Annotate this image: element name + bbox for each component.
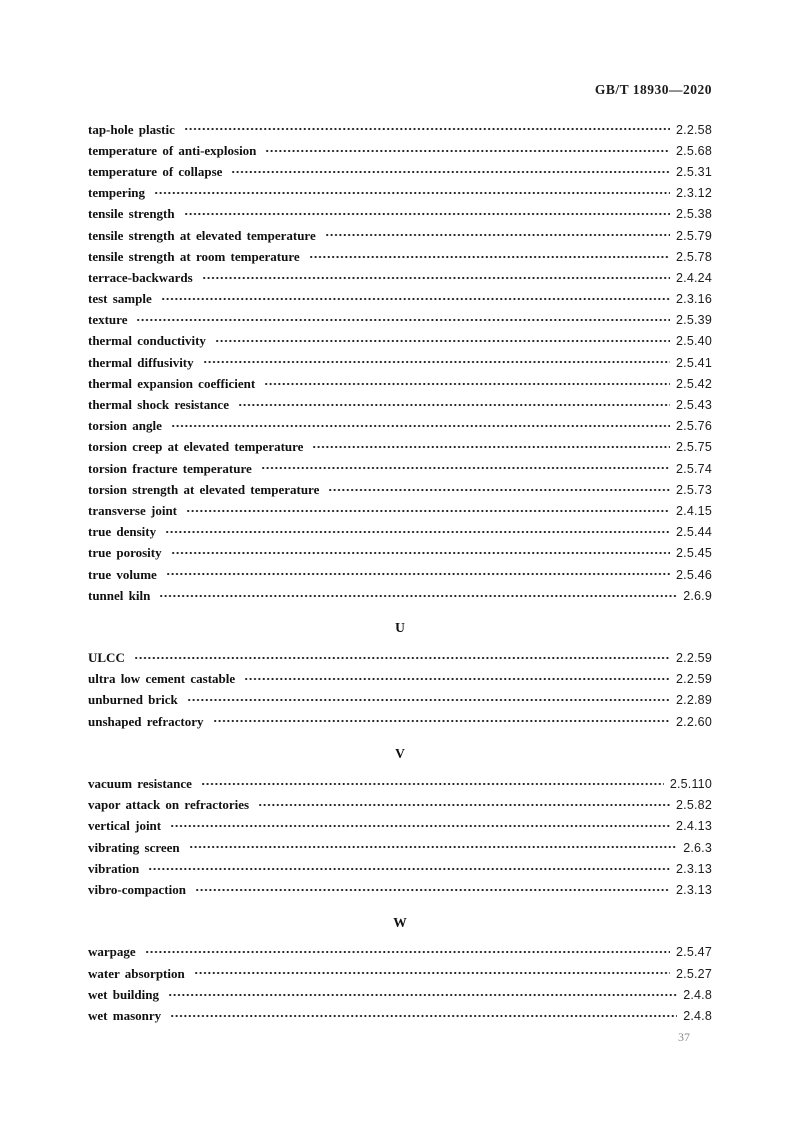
entry-term: ULCC <box>88 650 125 666</box>
entry-term: test sample <box>88 291 152 307</box>
entry-clause-number: 2.5.31 <box>676 164 712 179</box>
dot-leader <box>231 161 670 182</box>
entry-term: wet building <box>88 986 159 1002</box>
dot-leader <box>194 963 670 984</box>
index-entry-row <box>88 711 712 732</box>
section-letter-heading: V <box>395 746 405 762</box>
entry-clause-number: 2.5.68 <box>676 143 712 158</box>
entry-term: true porosity <box>88 545 162 561</box>
dot-leader <box>166 564 670 585</box>
entry-term: torsion angle <box>88 418 162 434</box>
entry-term: torsion creep at elevated temperature <box>88 439 304 455</box>
standard-number: GB/T 18930—2020 <box>594 82 712 97</box>
dot-leader <box>165 522 670 543</box>
entry-clause-number: 2.5.82 <box>676 798 712 813</box>
index-entry-row <box>88 437 712 458</box>
entry-clause-number: 2.5.78 <box>676 249 712 264</box>
dot-leader <box>184 119 670 140</box>
dot-leader <box>312 437 670 458</box>
dot-leader <box>161 289 670 310</box>
index-entry-row <box>88 879 712 900</box>
dot-leader <box>203 352 670 373</box>
index-entry-row <box>88 858 712 879</box>
dot-leader <box>159 585 677 606</box>
dot-leader <box>134 648 670 669</box>
dot-leader <box>201 773 664 794</box>
index-entry-row <box>88 522 712 543</box>
entry-clause-number: 2.2.59 <box>676 672 712 687</box>
index-entry-row <box>88 373 712 394</box>
dot-leader <box>202 267 670 288</box>
dot-leader <box>215 331 670 352</box>
index-entry-row <box>88 648 712 669</box>
entry-clause-number: 2.3.13 <box>676 861 712 876</box>
index-entry-row <box>88 795 712 816</box>
dot-leader <box>325 225 670 246</box>
entry-term: tempering <box>88 185 146 201</box>
entry-term: ultra low cement castable <box>88 671 236 687</box>
entry-term: tensile strength <box>88 206 175 222</box>
entry-clause-number: 2.4.24 <box>676 270 712 285</box>
entry-term: terrace-backwards <box>88 269 193 285</box>
entry-clause-number: 2.5.47 <box>676 945 712 960</box>
index-entry-row <box>88 1005 712 1026</box>
entry-term: vibration <box>88 860 140 876</box>
index-entry-row <box>88 837 712 858</box>
entry-term: thermal diffusivity <box>88 354 194 370</box>
dot-leader <box>145 942 670 963</box>
entry-clause-number: 2.5.75 <box>676 440 712 455</box>
entry-clause-number: 2.5.110 <box>669 777 712 792</box>
index-entry-row <box>88 479 712 500</box>
entry-clause-number: 2.5.40 <box>676 334 712 349</box>
dot-leader <box>213 711 671 732</box>
dot-leader <box>258 795 670 816</box>
entry-term: unburned brick <box>88 692 178 708</box>
index-entry-row <box>88 394 712 415</box>
index-entry-row <box>88 585 712 606</box>
entry-term: torsion fracture temperature <box>88 460 252 476</box>
index-entry-row <box>88 416 712 437</box>
entry-term: warpage <box>88 944 136 960</box>
entry-term: vibrating screen <box>88 839 180 855</box>
entry-term: tap-hole plastic <box>88 121 175 137</box>
entry-term: temperature of collapse <box>88 163 223 179</box>
entry-clause-number: 2.6.3 <box>683 840 712 855</box>
dot-leader <box>328 479 670 500</box>
entry-clause-number: 2.2.59 <box>676 651 712 666</box>
entry-clause-number: 2.5.43 <box>676 398 712 413</box>
entry-clause-number: 2.4.15 <box>676 503 712 518</box>
index-entry-row <box>88 267 712 288</box>
entry-clause-number: 2.3.13 <box>676 882 712 897</box>
entry-clause-number: 2.2.89 <box>676 693 712 708</box>
index-entry-row <box>88 289 712 310</box>
index-entry-row <box>88 183 712 204</box>
entry-clause-number: 2.2.58 <box>676 122 712 137</box>
index-entry-row <box>88 119 712 140</box>
entry-term: temperature of anti-explosion <box>88 142 257 158</box>
index-entry-row <box>88 225 712 246</box>
index-entry-row <box>88 773 712 794</box>
index-entry-row <box>88 140 712 161</box>
index-entry-row <box>88 310 712 331</box>
dot-leader <box>171 416 670 437</box>
entry-clause-number: 2.5.27 <box>676 966 712 981</box>
dot-leader <box>170 1005 677 1026</box>
entry-clause-number: 2.5.41 <box>676 355 712 370</box>
index-entry-row <box>88 963 712 984</box>
entry-term: vertical joint <box>88 818 162 834</box>
entry-term: unshaped refractory <box>88 713 204 729</box>
entry-clause-number: 2.5.79 <box>676 228 712 243</box>
entry-clause-number: 2.6.9 <box>683 588 712 603</box>
dot-leader <box>168 984 677 1005</box>
index-entry-row <box>88 564 712 585</box>
index-term-list <box>88 119 712 1027</box>
index-entry-row <box>88 352 712 373</box>
entry-clause-number: 2.5.39 <box>676 313 712 328</box>
page-footer <box>88 1030 690 1045</box>
entry-term: wet masonry <box>88 1007 162 1023</box>
entry-clause-number: 2.5.46 <box>676 567 712 582</box>
entry-clause-number: 2.5.44 <box>676 525 712 540</box>
entry-term: thermal shock resistance <box>88 397 229 413</box>
dot-leader <box>154 183 670 204</box>
dot-leader <box>187 690 670 711</box>
entry-term: true volume <box>88 566 157 582</box>
index-entry-row <box>88 669 712 690</box>
entry-term: vapor attack on refractories <box>88 797 250 813</box>
entry-clause-number: 2.5.76 <box>676 419 712 434</box>
entry-clause-number: 2.2.60 <box>676 714 712 729</box>
section-letter-heading: U <box>395 620 405 636</box>
section-letter-heading: W <box>393 914 407 930</box>
entry-term: tensile strength at elevated temperature <box>88 227 316 243</box>
index-entry-row <box>88 161 712 182</box>
entry-term: vacuum resistance <box>88 776 192 792</box>
entry-term: vibro-compaction <box>88 881 186 897</box>
dot-leader <box>264 373 670 394</box>
entry-clause-number: 2.3.12 <box>676 186 712 201</box>
entry-term: texture <box>88 312 128 328</box>
index-entry-row <box>88 246 712 267</box>
page-number: 37 <box>678 1030 690 1044</box>
index-entry-row <box>88 543 712 564</box>
dot-leader <box>171 543 670 564</box>
entry-term: transverse joint <box>88 502 178 518</box>
entry-term: true density <box>88 524 157 540</box>
entry-term: tensile strength at room temperature <box>88 248 300 264</box>
entry-term: thermal expansion coefficient <box>88 375 256 391</box>
running-header <box>88 82 712 98</box>
dot-leader <box>265 140 670 161</box>
dot-leader <box>186 500 670 521</box>
index-entry-row <box>88 984 712 1005</box>
dot-leader <box>136 310 670 331</box>
index-entry-row <box>88 458 712 479</box>
entry-clause-number: 2.5.38 <box>676 207 712 222</box>
dot-leader <box>238 394 670 415</box>
index-entry-row <box>88 942 712 963</box>
entry-term: thermal conductivity <box>88 333 206 349</box>
index-entry-row <box>88 816 712 837</box>
entry-clause-number: 2.5.45 <box>676 546 712 561</box>
entry-clause-number: 2.5.74 <box>676 461 712 476</box>
index-entry-row <box>88 331 712 352</box>
dot-leader <box>195 879 670 900</box>
entry-clause-number: 2.3.16 <box>676 292 712 307</box>
dot-leader <box>244 669 670 690</box>
entry-clause-number: 2.5.42 <box>676 376 712 391</box>
index-entry-row <box>88 500 712 521</box>
entry-clause-number: 2.4.13 <box>676 819 712 834</box>
entry-term: tunnel kiln <box>88 587 151 603</box>
index-entry-row <box>88 690 712 711</box>
dot-leader <box>309 246 670 267</box>
entry-clause-number: 2.5.73 <box>676 482 712 497</box>
dot-leader <box>261 458 670 479</box>
dot-leader <box>148 858 670 879</box>
entry-term: torsion strength at elevated temperature <box>88 481 320 497</box>
entry-clause-number: 2.4.8 <box>683 987 712 1002</box>
entry-term: water absorption <box>88 965 185 981</box>
dot-leader <box>170 816 670 837</box>
index-entry-row <box>88 204 712 225</box>
dot-leader <box>184 204 670 225</box>
entry-clause-number: 2.4.8 <box>683 1008 712 1023</box>
dot-leader <box>189 837 678 858</box>
